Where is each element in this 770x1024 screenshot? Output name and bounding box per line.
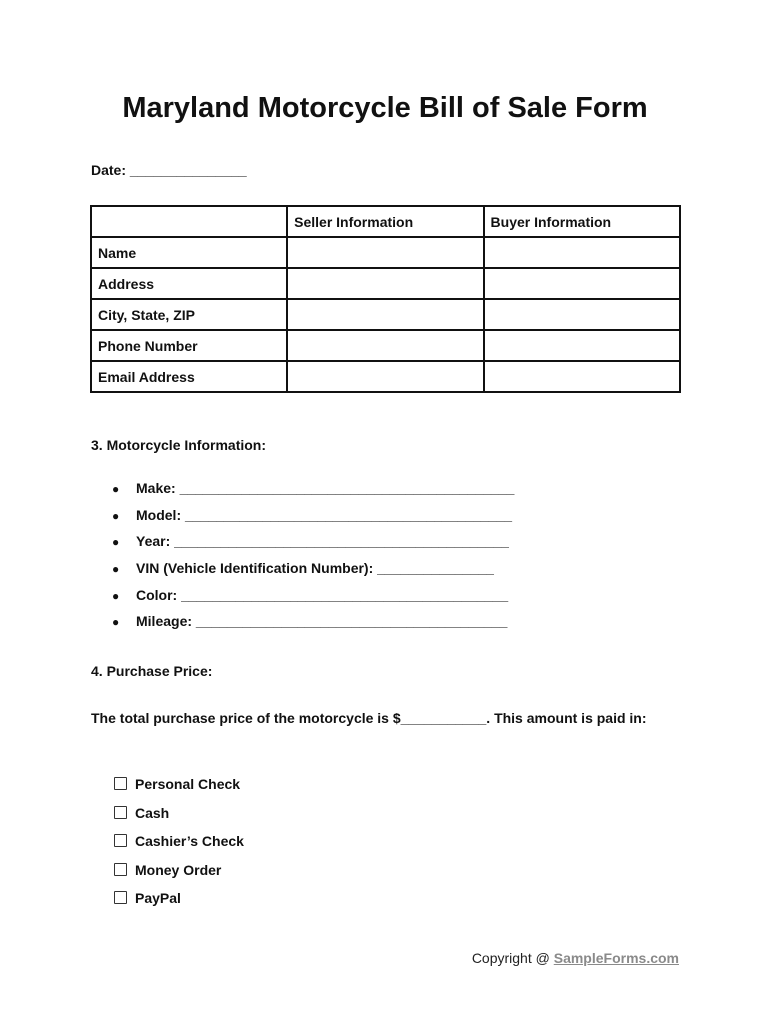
mileage-field: Mileage: ________________________________________ (136, 613, 508, 630)
table-header-row (91, 206, 680, 237)
list-item (112, 585, 514, 612)
purchase-price-text: The total purchase price of the motorcycle is $___________. This amount is paid in: (91, 710, 647, 726)
bullet-icon: ● (112, 482, 120, 496)
checkbox-icon[interactable] (114, 863, 127, 876)
bullet-icon: ● (112, 615, 120, 630)
option-cashiers-check: Cashier’s Check (135, 833, 244, 849)
list-item[interactable] (114, 888, 244, 917)
buyer-email-cell[interactable] (484, 361, 680, 392)
brand-link[interactable]: SampleForms.com (553, 950, 679, 966)
checkbox-icon[interactable] (114, 891, 127, 904)
seller-email-cell[interactable] (287, 361, 483, 392)
table-header-seller: Seller Information (287, 206, 483, 237)
table-row (91, 299, 680, 330)
seller-phone-cell[interactable] (287, 330, 483, 361)
buyer-address-cell[interactable] (484, 268, 680, 299)
bullet-icon: ● (112, 588, 120, 603)
option-cash: Cash (135, 804, 170, 821)
make-field: Make: ___________________________________________ (136, 480, 515, 496)
table-row (91, 361, 680, 392)
copyright-text: Copyright @ (471, 950, 554, 966)
seller-address-cell[interactable] (287, 268, 483, 299)
vin-field: VIN (Vehicle Identification Number): _______________ (136, 560, 494, 577)
seller-name-cell[interactable] (287, 237, 483, 268)
payment-method-list (114, 774, 244, 917)
list-item (112, 478, 514, 505)
option-money-order: Money Order (135, 861, 222, 878)
row-label-address: Address (91, 268, 287, 299)
table-row (91, 268, 680, 299)
table-header-buyer: Buyer Information (484, 206, 680, 237)
list-item (112, 611, 514, 638)
option-paypal: PayPal (135, 890, 181, 906)
list-item[interactable] (114, 860, 244, 889)
copyright-footer (472, 950, 679, 966)
date-field: Date: _______________ (91, 162, 247, 178)
page-title: Maryland Motorcycle Bill of Sale Form (122, 92, 648, 124)
seller-city-cell[interactable] (287, 299, 483, 330)
checkbox-icon[interactable] (114, 834, 127, 847)
table-row (91, 330, 680, 361)
bullet-icon: ● (112, 508, 120, 523)
list-item[interactable] (114, 831, 244, 860)
list-item (112, 558, 514, 585)
row-label-email: Email Address (91, 361, 287, 392)
list-item[interactable] (114, 774, 244, 803)
bullet-icon: ● (112, 535, 120, 550)
motorcycle-section-heading: 3. Motorcycle Information: (91, 437, 267, 453)
list-item[interactable] (114, 803, 244, 832)
buyer-phone-cell[interactable] (484, 330, 680, 361)
list-item (112, 505, 514, 532)
checkbox-icon[interactable] (114, 777, 127, 790)
bullet-icon: ● (112, 562, 120, 577)
buyer-name-cell[interactable] (484, 237, 680, 268)
seller-buyer-table (90, 205, 681, 393)
purchase-section-heading: 4. Purchase Price: (91, 663, 213, 679)
row-label-name: Name (91, 237, 287, 268)
motorcycle-info-list (112, 478, 514, 638)
buyer-city-cell[interactable] (484, 299, 680, 330)
list-item (112, 531, 514, 558)
color-field: Color: __________________________________________ (136, 586, 509, 603)
option-personal-check: Personal Check (135, 776, 241, 792)
row-label-phone: Phone Number (91, 330, 287, 361)
table-row (91, 237, 680, 268)
row-label-city: City, State, ZIP (91, 299, 287, 330)
checkbox-icon[interactable] (114, 806, 127, 819)
table-header-cell (91, 206, 287, 237)
model-field: Model: __________________________________________ (136, 506, 513, 523)
year-field: Year: ___________________________________________ (136, 533, 509, 550)
